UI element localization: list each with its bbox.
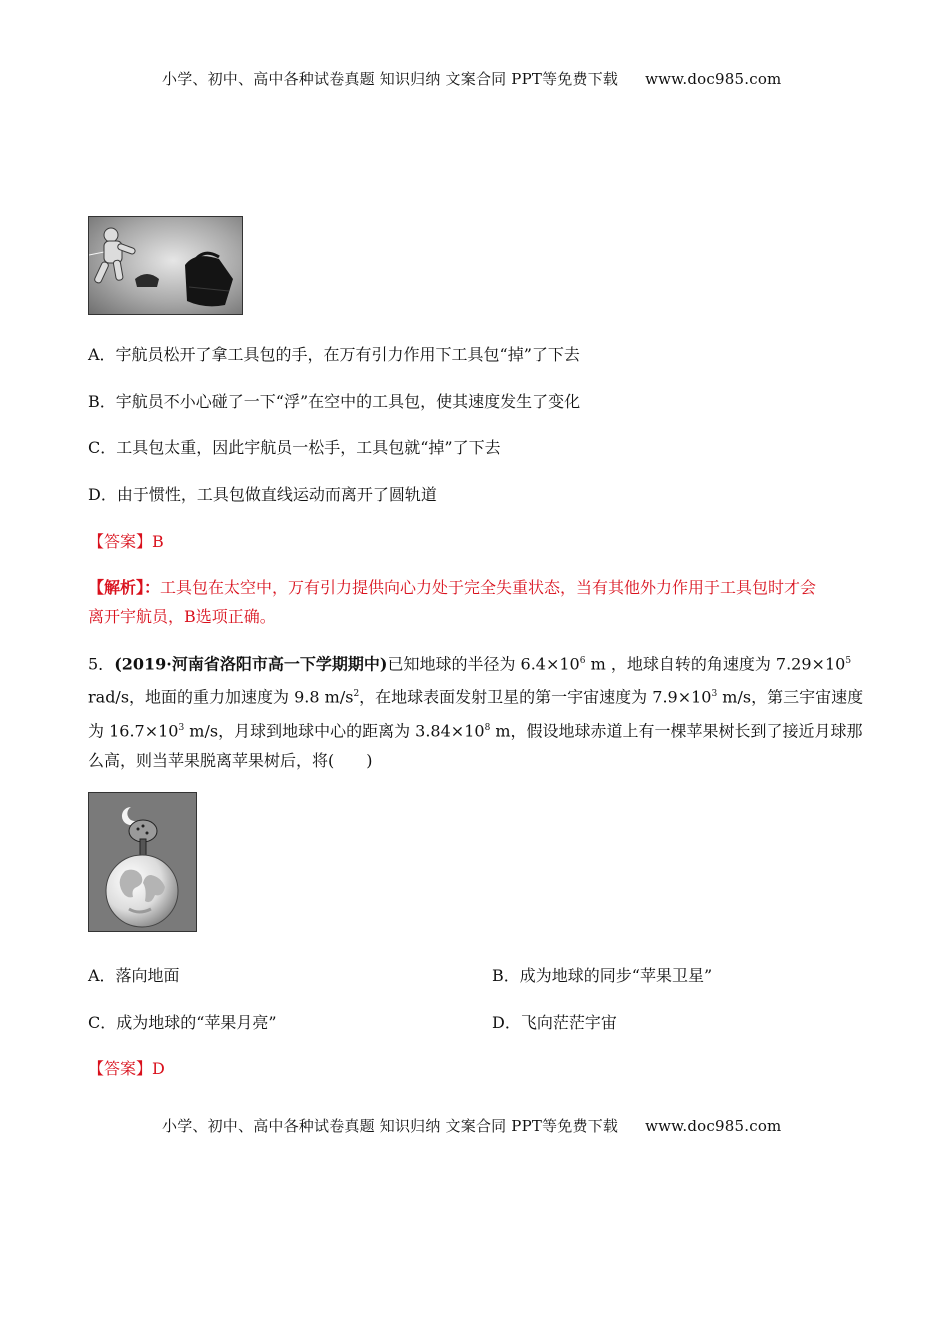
footer-text: 小学、初中、高中各种试卷真题 知识归纳 文案合同 PPT等免费下载: [162, 1117, 619, 1135]
q4-analysis-line2: 离开宇航员，B选项正确。: [88, 607, 276, 626]
q4-option-c: C．工具包太重，因此宇航员一松手，工具包就“掉”了下去: [88, 438, 501, 457]
analysis-label: 【解析】：: [88, 578, 161, 597]
q5-text-4: ，在地球表面发射卫星的第一宇宙速度为 7.9×10: [359, 687, 712, 707]
earth-tree-figure: [88, 792, 197, 932]
q5-exp-2: 5: [845, 656, 852, 666]
page-header: [162, 68, 781, 89]
q5-answer: 【答案】D: [88, 1059, 165, 1078]
q5-number: 5．: [88, 654, 115, 674]
earth-illustration: [89, 793, 196, 931]
q4-option-a: A．宇航员松开了拿工具包的手，在万有引力作用下工具包“掉”了下去: [88, 345, 580, 364]
q5-exp-3: 2: [353, 689, 360, 700]
header-text: 小学、初中、高中各种试卷真题 知识归纳 文案合同 PPT等免费下载: [162, 70, 619, 88]
astronaut-illustration: [89, 217, 242, 314]
q5-text-2: m ，地球自转的角速度为 7.29×10: [585, 654, 846, 674]
q4-answer: 【答案】B: [88, 532, 164, 551]
q5-exp-5: 3: [178, 722, 185, 733]
astronaut-figure: [88, 216, 243, 315]
q5-option-d: D．飞向茫茫宇宙: [492, 1013, 617, 1032]
q5-exp-1: 6: [579, 656, 586, 666]
q5-source: (2019·河南省洛阳市高一下学期期中): [114, 654, 388, 674]
header-url[interactable]: www.doc985.com: [645, 70, 782, 88]
q5-text-3: rad/s，地面的重力加速度为 9.8 m/s: [88, 687, 354, 707]
q5-text-5: m/s，第三宇宙速度为 16.7×10: [88, 687, 864, 740]
analysis-text-1: 工具包在太空中，万有引力提供向心力处于完全失重状态，当有其他外力作用于工具包时才会: [160, 578, 817, 597]
q4-analysis: [88, 575, 816, 598]
footer-url[interactable]: www.doc985.com: [645, 1117, 782, 1135]
q4-option-d: D．由于惯性，工具包做直线运动而离开了圆轨道: [88, 485, 437, 504]
q4-option-b: B．宇航员不小心碰了一下“浮”在空中的工具包，使其速度发生了变化: [88, 392, 581, 411]
q5-text-7: m，假设地球赤道上有一棵苹果树长到了接近月球那么高，则当苹果脱离苹果树后，将( ): [88, 720, 863, 770]
q5-exp-4: 3: [711, 689, 718, 700]
q5-text-1: 已知地球的半径为 6.4×10: [387, 654, 580, 674]
q5-text-6: m/s，月球到地球中心的距离为 3.84×10: [184, 720, 485, 740]
q5-option-a: A．落向地面: [88, 966, 180, 985]
q5-option-c: C．成为地球的“苹果月亮”: [88, 1013, 277, 1032]
q5-stem: [88, 646, 868, 776]
q5-option-b: B．成为地球的同步“苹果卫星”: [492, 966, 713, 985]
q5-exp-6: 8: [484, 722, 491, 733]
page-footer: [162, 1115, 781, 1136]
